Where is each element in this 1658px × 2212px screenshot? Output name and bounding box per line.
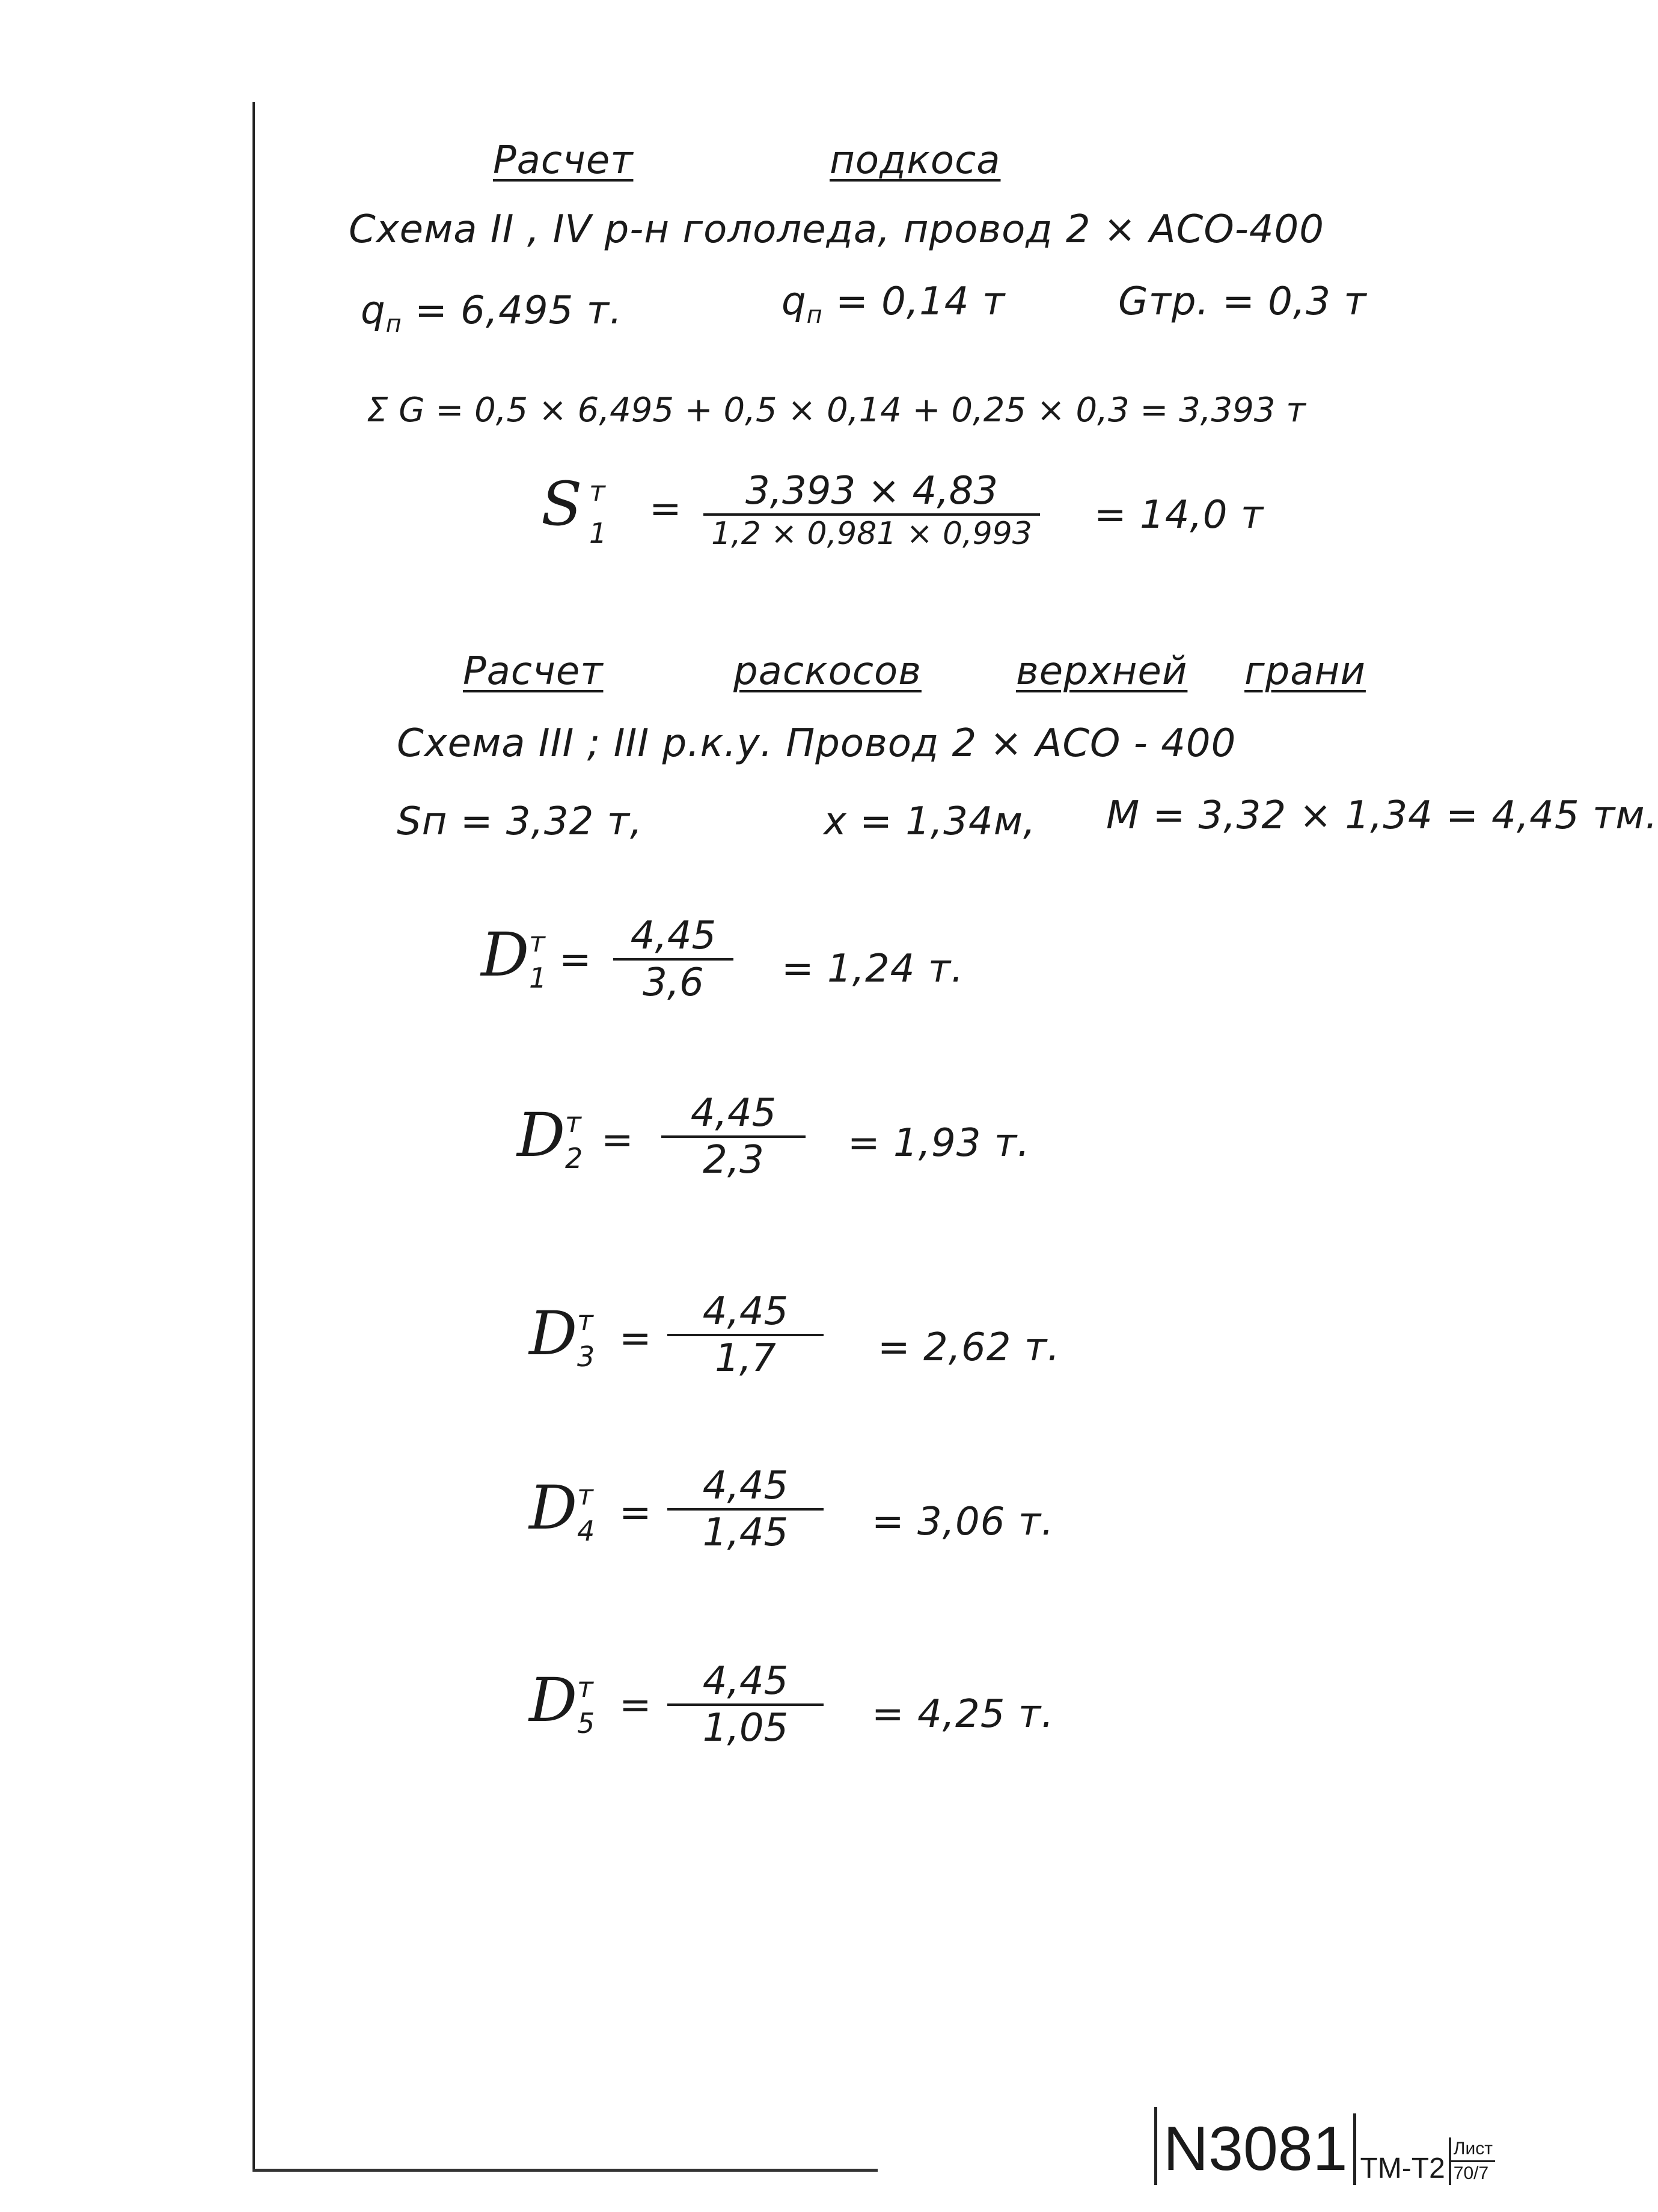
d-numerator: 4,45 [702,1659,789,1703]
d-denominator: 3,6 [643,961,704,1005]
drawing-stamp [1154,2107,1495,2185]
section1-sigma-label: Gтр. = 0,3 т [1118,280,1367,324]
section1-sum-line: Σ G = 0,5 × 6,495 + 0,5 × 0,14 + 0,25 × 0,3 = 3,393 т [367,391,1306,430]
section1-q2-load: $q_п = 0,14$ т [782,280,1006,329]
section1-title-word2: подкоса [830,138,1001,183]
d-fraction [661,1091,806,1182]
d-result: = 3,06 т. [872,1500,1054,1544]
section1-s-symbol: S [541,469,583,539]
d-result: = 4,25 т. [872,1692,1054,1737]
section1-s-denominator: 1,2 × 0,981 × 0,993 [711,516,1032,552]
d-denominator: 1,05 [702,1706,789,1750]
d-eq: = [619,1316,652,1361]
section2-x: x = 1,34м, [824,799,1036,844]
d-fraction [667,1289,824,1381]
d-symbol: D [481,920,530,990]
section1-s-sup: т [589,475,605,507]
section1-s-result: = 14,0 т [1094,493,1264,537]
d-denominator: 1,7 [715,1336,776,1381]
section2-scheme-line: Схема III ; III р.к.у. Провод 2 × АСО - 400 [397,721,1237,766]
d-fraction [667,1464,824,1555]
stamp-sheet-label: Лист [1451,2137,1495,2162]
d-sub: 3 [577,1340,595,1373]
section1-scheme-line: Схема II , IV р-н гололеда, провод 2 × АСО-400 [349,207,1324,252]
d-sup: т [529,926,545,958]
d-symbol: D [529,1298,578,1369]
d-sub: 2 [565,1142,583,1175]
d-result: = 1,24 т. [782,947,964,991]
section1-s-sub: 1 [589,517,607,549]
stamp-sheet-number: 70/7 [1453,2163,1489,2183]
d-result: = 1,93 т. [848,1121,1030,1166]
stamp-number: N3081 [1157,2113,1356,2185]
d-numerator: 4,45 [690,1091,777,1135]
d-symbol: D [529,1665,578,1735]
d-denominator: 2,3 [703,1138,764,1182]
stamp-code: ТМ-Т2 [1360,2152,1445,2184]
d-sup: т [565,1106,581,1138]
d-denominator: 1,45 [702,1511,789,1555]
d-numerator: 4,45 [630,914,717,958]
section1-title-word1: Расчет [493,138,634,183]
d-fraction [667,1659,824,1750]
section1-q-load: $q_п = 6,495$ т. [361,289,623,338]
d-result: = 2,62 т. [878,1325,1060,1370]
d-eq: = [601,1118,634,1163]
d-eq: = [619,1683,652,1728]
section2-title-word1: Расчет [463,649,604,694]
section2-title-word4: грани [1244,649,1366,694]
d-sup: т [577,1479,593,1511]
d-symbol: D [517,1100,566,1170]
d-symbol: D [529,1473,578,1543]
section2-m: M = 3,32 × 1,34 = 4,45 тм. [1106,793,1658,838]
section1-s-eq: = [649,487,682,531]
stamp-sheet [1449,2137,1495,2185]
section2-title-word3: верхней [1016,649,1188,694]
section2-sn: Sп = 3,32 т, [397,799,643,844]
left-margin-line [252,102,255,2170]
section1-s-numerator: 3,393 × 4,83 [745,469,999,513]
d-sub: 4 [577,1515,595,1547]
d-sup: т [577,1304,593,1337]
d-sub: 5 [577,1707,595,1740]
d-eq: = [619,1491,652,1535]
section2-title-word2: раскосов [733,649,922,694]
d-eq: = [559,938,592,982]
d-sub: 1 [529,962,547,994]
d-numerator: 4,45 [702,1289,789,1334]
section1-s-fraction [703,469,1040,552]
d-numerator: 4,45 [702,1464,789,1508]
d-sup: т [577,1671,593,1703]
bottom-margin-line [252,2169,878,2172]
d-fraction [613,914,733,1005]
